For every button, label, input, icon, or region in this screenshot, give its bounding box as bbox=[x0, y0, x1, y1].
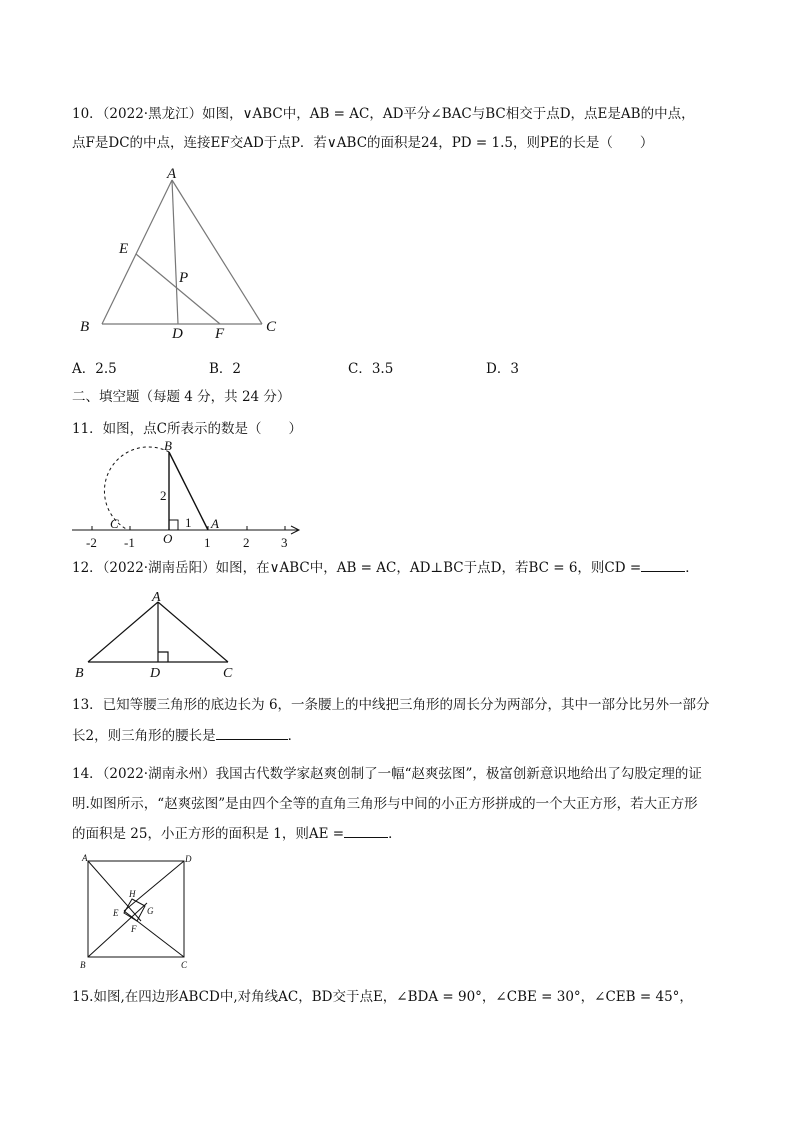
q12-figure bbox=[72, 588, 252, 683]
q10-figure bbox=[72, 162, 292, 342]
q10-option-a: A．2.5 bbox=[72, 361, 117, 377]
section-2-heading: 二、填空题（每题 4 分，共 24 分） bbox=[72, 389, 291, 405]
q14-line-3-post: ． bbox=[388, 826, 402, 842]
q10-label-c: C bbox=[266, 319, 277, 335]
q14-zhao-shuang-figure bbox=[75, 850, 205, 975]
q13-line-1: 13．已知等腰三角形的底边长为 6，一条腰上的中线把三角形的周长分为两部分，其中一部分比另外一部分 bbox=[72, 697, 710, 713]
q15-text: 15.如图,在四边形ABCD中,对角线AC，BD交于点E，∠BDA = 90°，∠CBE = 30°，∠CEB = 45°， bbox=[72, 989, 693, 1005]
q14-label-h: H bbox=[129, 889, 136, 899]
q10-line-1: 10．（2022·黑龙江）如图，∨ABC中，AB = AC，AD平分∠BAC与BC相交于点D，点E是AB的中点， bbox=[72, 106, 695, 122]
q14-label-f: F bbox=[131, 924, 137, 934]
q14-answer-blank[interactable] bbox=[344, 823, 388, 838]
q12-label-c: C bbox=[223, 666, 233, 681]
q14-line-2: 明.如图所示，“赵爽弦图”是由四个全等的直角三角形与中间的小正方形拼成的一个大正方形，若大正方形 bbox=[72, 796, 698, 812]
q11-tick-2: 2 bbox=[243, 535, 250, 550]
q14-line-3-pre: 的面积是 25，小正方形的面积是 1，则AE = bbox=[72, 826, 345, 842]
q10-option-d: D．3 bbox=[486, 361, 519, 377]
q10-label-d: D bbox=[172, 326, 183, 342]
q13-line-2 bbox=[72, 725, 301, 746]
q11-tick-neg2: -2 bbox=[86, 535, 97, 550]
q12-label-d: D bbox=[150, 666, 161, 681]
q11-tick-1: 1 bbox=[204, 535, 211, 550]
q14-label-g: G bbox=[147, 906, 154, 916]
q14-label-d: D bbox=[185, 854, 192, 864]
q12-text-pre: 12．（2022·湖南岳阳）如图，在∨ABC中，AB = AC，AD⊥BC于点D，若BC = 6，则CD = bbox=[72, 560, 642, 576]
q10-label-b: B bbox=[80, 319, 90, 335]
q14-label-c: C bbox=[181, 960, 188, 970]
q11-label-b: B bbox=[164, 438, 172, 453]
q13-answer-blank[interactable] bbox=[216, 725, 288, 740]
q10-label-a: A bbox=[167, 166, 177, 182]
q13-line-2-post: ． bbox=[287, 728, 302, 744]
q10-option-b: B．2 bbox=[209, 361, 242, 377]
q11-label-o: O bbox=[163, 531, 173, 546]
q14-label-a: A bbox=[82, 853, 88, 863]
q10-line-2: 点F是DC的中点，连接EF交AD于点P．若∨ABC的面积是24，PD = 1.5，则PE的长是（ ） bbox=[72, 135, 654, 151]
q10-option-c: C．3.5 bbox=[348, 361, 394, 377]
q10-label-f: F bbox=[215, 326, 225, 342]
q11-side-horizontal: 1 bbox=[185, 515, 192, 530]
q11-tick-neg1: -1 bbox=[124, 535, 135, 550]
q12-text-post: ． bbox=[685, 560, 699, 576]
q11-side-vertical: 2 bbox=[160, 488, 167, 503]
q14-line-1: 14．（2022·湖南永州）我国古代数学家赵爽创制了一幅“赵爽弦图”，极富创新意识地给出了勾股定理的证 bbox=[72, 766, 702, 782]
q12-label-a: A bbox=[152, 590, 161, 605]
q11-label-a: A bbox=[211, 516, 219, 531]
q14-label-b: B bbox=[80, 960, 86, 970]
q14-label-e: E bbox=[113, 908, 119, 918]
q10-label-e: E bbox=[119, 241, 129, 257]
q11-number-line-figure bbox=[72, 440, 312, 550]
q12-text bbox=[72, 557, 699, 578]
q13-line-2-pre: 长2，则三角形的腰长是 bbox=[72, 728, 216, 744]
q10-label-p: P bbox=[179, 270, 189, 286]
q11-tick-3: 3 bbox=[281, 535, 288, 550]
q12-answer-blank[interactable] bbox=[641, 557, 685, 572]
q11-label-c: C bbox=[110, 516, 119, 531]
q12-label-b: B bbox=[75, 666, 84, 681]
q14-line-3 bbox=[72, 823, 402, 844]
q11-text: 11．如图，点C所表示的数是（ ） bbox=[72, 421, 303, 437]
